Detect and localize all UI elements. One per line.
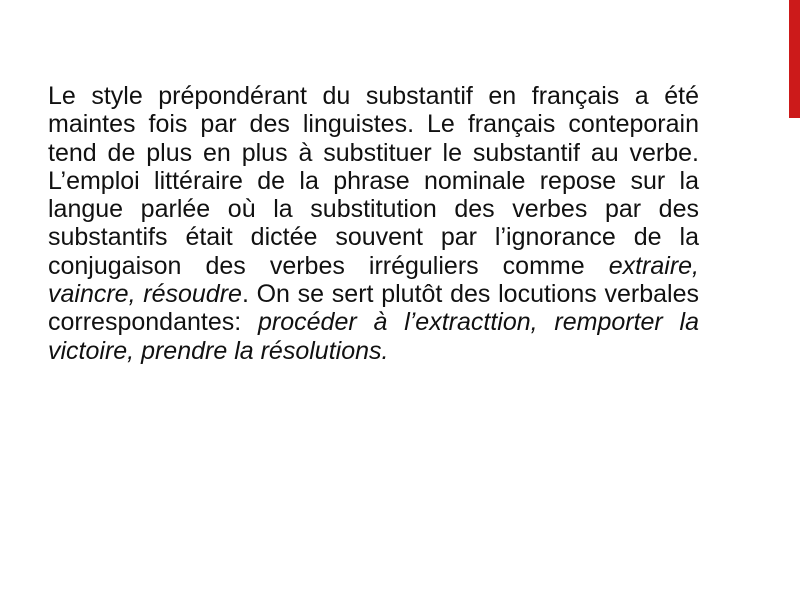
accent-bar [789,0,800,118]
paragraph-text-1: Le style prépondérant du substantif en français a été maintes fois par des linguistes. Le français conteporain tend de plus en plus à substituer le substantif au verbe. L’emploi littéraire de la phrase nominale repose sur la langue parlée où la substitution des verbes par des substantifs était dictée souvent par l’ignorance de la conjugaison des verbes irréguliers comme [48,82,699,280]
paragraph-italic-examples: extraire, vaincre, résoudre [48,251,699,309]
body-paragraph [48,82,699,365]
paragraph-italic-locutions: procéder à l’extracttion, remporter la victoire, prendre la résolutions. [48,308,700,365]
paragraph-text-2: . On se sert plutôt des locutions verbales correspondantes: [48,280,700,337]
